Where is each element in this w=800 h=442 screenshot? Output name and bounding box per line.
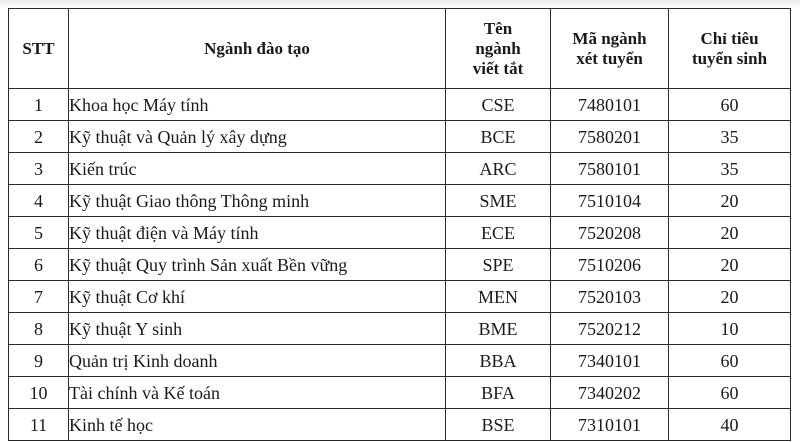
cell-abbr: BBA <box>446 345 551 377</box>
cell-code: 7340202 <box>551 377 669 409</box>
cell-major: Kinh tế học <box>69 409 446 441</box>
cell-code: 7580101 <box>551 153 669 185</box>
table-row <box>9 153 791 185</box>
cell-major: Kỹ thuật Cơ khí <box>69 281 446 313</box>
cell-quota: 20 <box>669 185 791 217</box>
table-row <box>9 313 791 345</box>
cell-major: Khoa học Máy tính <box>69 89 446 121</box>
header-abbr-line-3: viết tắt <box>472 58 524 78</box>
cell-stt: 9 <box>9 345 69 377</box>
header-abbr <box>446 9 551 89</box>
table-row <box>9 377 791 409</box>
cell-stt: 6 <box>9 249 69 281</box>
cell-stt: 5 <box>9 217 69 249</box>
header-quota <box>669 9 791 89</box>
cell-abbr: BSE <box>446 409 551 441</box>
cell-quota: 10 <box>669 313 791 345</box>
table-row <box>9 281 791 313</box>
cell-stt: 8 <box>9 313 69 345</box>
cell-code: 7510206 <box>551 249 669 281</box>
cell-quota: 60 <box>669 89 791 121</box>
cell-major: Kỹ thuật Giao thông Thông minh <box>69 185 446 217</box>
cell-code: 7520103 <box>551 281 669 313</box>
cell-quota: 20 <box>669 249 791 281</box>
header-quota-line-1: Chỉ tiêu <box>700 28 759 48</box>
cell-major: Tài chính và Kế toán <box>69 377 446 409</box>
cell-major: Kỹ thuật Quy trình Sản xuất Bền vững <box>69 249 446 281</box>
admissions-table <box>8 8 791 441</box>
cell-quota: 60 <box>669 377 791 409</box>
table-row <box>9 345 791 377</box>
header-stt: STT <box>9 9 69 89</box>
cell-quota: 20 <box>669 281 791 313</box>
cell-quota: 35 <box>669 153 791 185</box>
cell-quota: 40 <box>669 409 791 441</box>
scan-edge-shadow <box>0 0 800 8</box>
cell-abbr: SME <box>446 185 551 217</box>
cell-major: Kỹ thuật Y sinh <box>69 313 446 345</box>
header-abbr-line-1: Tên <box>483 18 513 38</box>
table-row <box>9 217 791 249</box>
cell-stt: 4 <box>9 185 69 217</box>
cell-stt: 10 <box>9 377 69 409</box>
cell-code: 7480101 <box>551 89 669 121</box>
cell-code: 7510104 <box>551 185 669 217</box>
cell-code: 7340101 <box>551 345 669 377</box>
cell-stt: 11 <box>9 409 69 441</box>
cell-code: 7310101 <box>551 409 669 441</box>
cell-major: Kỹ thuật điện và Máy tính <box>69 217 446 249</box>
table-row <box>9 409 791 441</box>
cell-stt: 1 <box>9 89 69 121</box>
cell-stt: 3 <box>9 153 69 185</box>
header-code-line-2: xét tuyển <box>576 48 643 68</box>
header-major: Ngành đào tạo <box>69 9 446 89</box>
header-row <box>9 9 791 89</box>
table-row <box>9 185 791 217</box>
cell-stt: 7 <box>9 281 69 313</box>
cell-major: Quản trị Kinh doanh <box>69 345 446 377</box>
header-code <box>551 9 669 89</box>
cell-abbr: SPE <box>446 249 551 281</box>
cell-quota: 60 <box>669 345 791 377</box>
cell-abbr: BFA <box>446 377 551 409</box>
cell-code: 7520212 <box>551 313 669 345</box>
cell-abbr: BME <box>446 313 551 345</box>
table-row <box>9 249 791 281</box>
header-abbr-line-2: ngành <box>475 38 521 58</box>
cell-major: Kỹ thuật và Quản lý xây dựng <box>69 121 446 153</box>
cell-stt: 2 <box>9 121 69 153</box>
header-code-line-1: Mã ngành <box>572 28 647 48</box>
cell-abbr: CSE <box>446 89 551 121</box>
header-quota-line-2: tuyển sinh <box>691 48 768 68</box>
cell-abbr: ECE <box>446 217 551 249</box>
cell-code: 7520208 <box>551 217 669 249</box>
cell-code: 7580201 <box>551 121 669 153</box>
cell-abbr: ARC <box>446 153 551 185</box>
table-row <box>9 121 791 153</box>
cell-quota: 20 <box>669 217 791 249</box>
cell-quota: 35 <box>669 121 791 153</box>
cell-abbr: MEN <box>446 281 551 313</box>
table-row <box>9 89 791 121</box>
cell-major: Kiến trúc <box>69 153 446 185</box>
cell-abbr: BCE <box>446 121 551 153</box>
